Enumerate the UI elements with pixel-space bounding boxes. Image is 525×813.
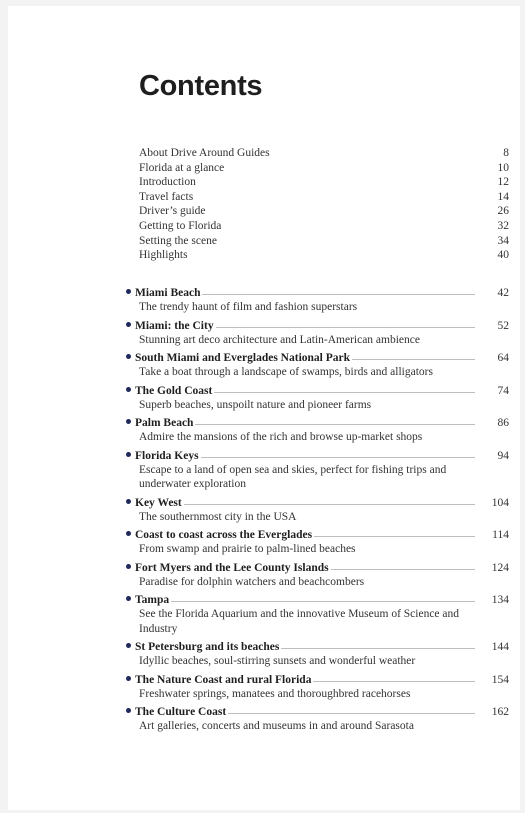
front-matter-item[interactable] (139, 161, 509, 176)
chapter-entry[interactable] (126, 496, 509, 525)
front-matter-item[interactable] (139, 234, 509, 249)
chapter-entry[interactable] (126, 593, 509, 636)
chapter-entry[interactable] (126, 416, 509, 445)
front-matter-label: Introduction (139, 176, 196, 189)
chapter-title: The Gold Coast (135, 384, 213, 397)
chapter-page: 74 (497, 384, 509, 397)
chapter-page: 124 (491, 561, 509, 574)
chapter-description: Freshwater springs, manatees and thoroughbred racehorses (139, 687, 411, 700)
chapter-page: 154 (491, 673, 509, 686)
front-matter-label: Travel facts (139, 190, 194, 203)
chapter-title: Coast to coast across the Everglades (135, 529, 313, 541)
dot-leader (171, 601, 475, 602)
dot-leader (184, 504, 475, 505)
dot-leader (352, 359, 475, 360)
chapter-title: Fort Myers and the Lee County Islands (135, 561, 329, 574)
bullet-icon (126, 387, 131, 392)
chapter-description: Escape to a land of open sea and skies, perfect for fishing trips and underwater exploration (139, 463, 447, 490)
front-matter-label: Getting to Florida (139, 219, 222, 232)
front-matter-item[interactable] (139, 204, 509, 219)
bullet-icon (126, 289, 131, 294)
chapter-title: The Culture Coast (135, 706, 227, 718)
dot-leader (314, 536, 475, 537)
chapter-description: Stunning art deco architecture and Latin-American ambience (139, 333, 420, 346)
chapter-description: See the Florida Aquarium and the innovative Museum of Science and Industry (139, 608, 460, 635)
front-matter-page: 40 (497, 249, 509, 262)
front-matter-page: 32 (497, 219, 509, 232)
chapter-description: Art galleries, concerts and museums in and around Sarasota (139, 720, 414, 732)
bullet-icon (126, 354, 131, 359)
dot-leader (202, 294, 475, 295)
chapter-title: Key West (135, 496, 182, 509)
chapter-title: St Petersburg and its beaches (135, 641, 280, 653)
bullet-icon (126, 596, 131, 601)
chapter-description: From swamp and prairie to palm-lined beaches (139, 543, 356, 555)
chapter-entry[interactable] (126, 561, 509, 590)
front-matter-label: Florida at a glance (139, 161, 225, 174)
chapter-title: Florida Keys (135, 449, 199, 462)
chapter-entry[interactable] (126, 384, 509, 413)
dot-leader (195, 424, 475, 425)
bullet-icon (126, 643, 131, 648)
chapter-page: 42 (497, 287, 509, 299)
front-matter-item[interactable] (139, 248, 509, 263)
bullet-icon (126, 676, 131, 681)
front-matter-item[interactable] (139, 219, 509, 234)
dot-leader (214, 392, 475, 393)
chapter-page: 104 (491, 496, 509, 509)
bullet-icon (126, 419, 131, 424)
chapter-title: Tampa (135, 594, 170, 606)
front-matter-item[interactable] (139, 175, 509, 190)
chapter-title: South Miami and Everglades National Park (135, 352, 351, 364)
chapter-entry[interactable] (126, 319, 509, 348)
chapter-entry[interactable] (126, 640, 509, 669)
chapter-title: Miami Beach (135, 287, 201, 299)
chapter-title: Miami: the City (135, 319, 214, 332)
bullet-icon (126, 322, 131, 327)
dot-leader (281, 648, 475, 649)
front-matter-page: 12 (497, 176, 509, 189)
front-matter-page: 10 (497, 161, 509, 174)
chapter-page: 144 (491, 641, 509, 653)
dot-leader (201, 457, 475, 458)
front-matter-page: 26 (497, 205, 509, 218)
chapter-page: 134 (491, 594, 509, 606)
front-matter-list (139, 146, 509, 263)
front-matter-label: Setting the scene (139, 234, 217, 247)
front-matter-label: Driver’s guide (139, 205, 206, 218)
chapter-description: The trendy haunt of film and fashion superstars (139, 301, 358, 313)
bullet-icon (126, 499, 131, 504)
front-matter-page: 8 (503, 147, 509, 159)
chapter-page: 162 (491, 706, 509, 718)
book-page (8, 6, 520, 810)
front-matter-label: Highlights (139, 249, 188, 262)
bullet-icon (126, 531, 131, 536)
dot-leader (313, 681, 475, 682)
front-matter-label: About Drive Around Guides (139, 147, 270, 159)
page-title: Contents (139, 70, 263, 102)
chapter-entry[interactable] (126, 673, 509, 702)
front-matter-item[interactable] (139, 190, 509, 205)
chapter-page: 86 (497, 417, 509, 429)
chapter-description: Paradise for dolphin watchers and beachcombers (139, 575, 365, 588)
chapter-entry[interactable] (126, 351, 509, 380)
chapter-page: 114 (492, 529, 509, 541)
bullet-icon (126, 452, 131, 457)
chapter-page: 94 (497, 449, 509, 462)
chapter-entry[interactable] (126, 705, 509, 734)
chapter-title: The Nature Coast and rural Florida (135, 673, 312, 686)
chapter-entry[interactable] (126, 449, 509, 492)
chapter-page: 64 (497, 352, 509, 364)
chapter-description: Superb beaches, unspoilt nature and pioneer farms (139, 398, 372, 411)
chapter-list (126, 286, 509, 738)
dot-leader (216, 327, 475, 328)
dot-leader (228, 713, 475, 714)
bullet-icon (126, 708, 131, 713)
chapter-description: Take a boat through a landscape of swamps, birds and alligators (139, 366, 433, 378)
chapter-entry[interactable] (126, 286, 509, 315)
front-matter-page: 34 (497, 234, 509, 247)
chapter-description: Idyllic beaches, soul-stirring sunsets and wonderful weather (139, 655, 416, 667)
chapter-entry[interactable] (126, 528, 509, 557)
bullet-icon (126, 564, 131, 569)
front-matter-item[interactable] (139, 146, 509, 161)
dot-leader (331, 569, 475, 570)
chapter-page: 52 (497, 319, 509, 332)
front-matter-page: 14 (497, 190, 509, 203)
chapter-description: Admire the mansions of the rich and browse up-market shops (139, 431, 423, 443)
chapter-description: The southernmost city in the USA (139, 510, 297, 523)
chapter-title: Palm Beach (135, 417, 194, 429)
